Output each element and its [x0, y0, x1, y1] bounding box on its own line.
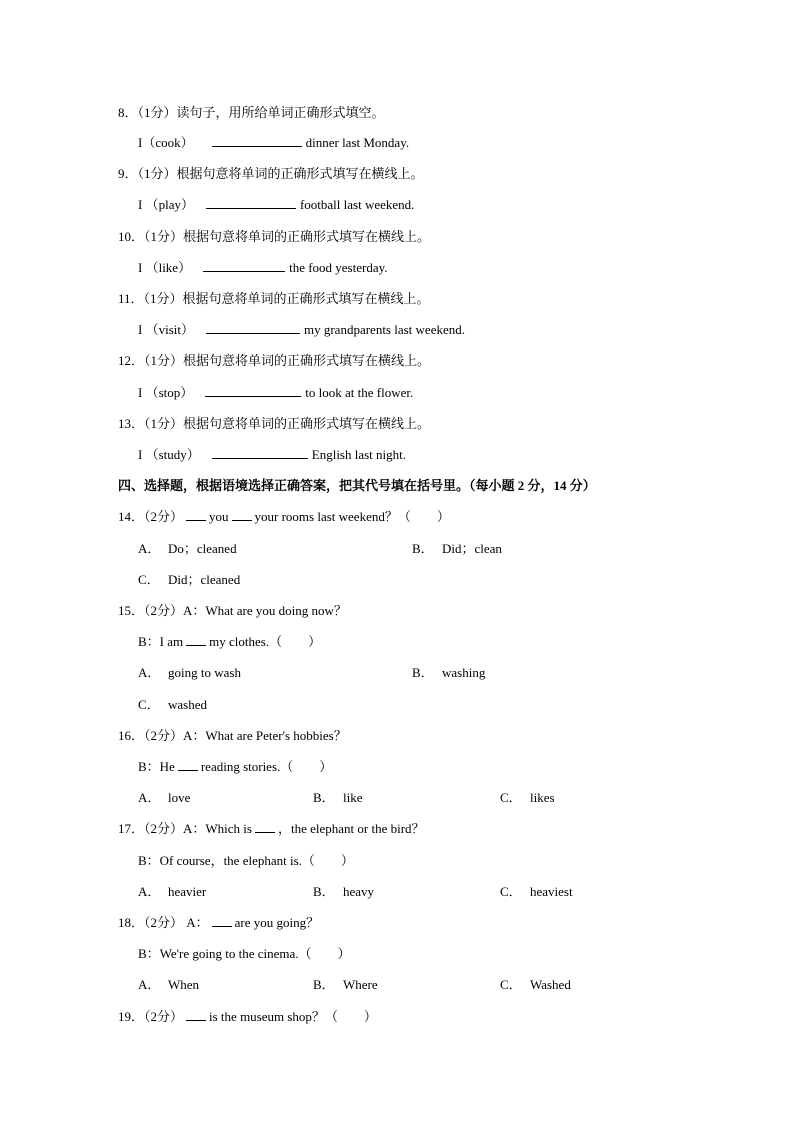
option-text: like	[343, 790, 363, 805]
question-11-heading: 11．（1分）根据句意将单词的正确形式填写在横线上。	[118, 291, 430, 306]
option-text: heaviest	[530, 884, 573, 899]
option-letter: A．	[138, 665, 161, 680]
question-13-sentence	[138, 447, 406, 463]
option-b[interactable]	[313, 790, 363, 806]
option-text: love	[168, 790, 191, 805]
answer-blank[interactable]	[232, 509, 252, 521]
question-text: 18．（2分） A：	[118, 915, 209, 930]
sentence-suffix: dinner last Monday.	[305, 135, 410, 150]
answer-blank[interactable]	[206, 197, 296, 209]
question-18-b: B：We're going to the cinema.（ ）	[138, 946, 351, 961]
option-text: Did；cleaned	[168, 572, 241, 587]
question-16: 16．（2分）A：What are Peter's hobbies？	[118, 728, 347, 743]
answer-blank[interactable]	[212, 447, 308, 459]
question-17-b: B：Of course，the elephant is.（ ）	[138, 853, 354, 868]
option-text: Did；clean	[442, 541, 502, 556]
answer-blank[interactable]	[178, 759, 198, 771]
question-9-sentence	[138, 197, 414, 213]
option-b[interactable]	[412, 665, 485, 681]
question-text: 17．（2分）A：Which is	[118, 821, 252, 836]
answer-blank[interactable]	[206, 322, 300, 334]
question-10-sentence	[138, 260, 388, 276]
option-c[interactable]	[138, 697, 207, 713]
question-14	[118, 509, 450, 525]
answer-blank[interactable]	[186, 509, 206, 521]
sentence-suffix: football last weekend.	[299, 197, 415, 212]
option-letter: C．	[500, 790, 522, 805]
question-text: B：He	[138, 759, 175, 774]
question-11-sentence	[138, 322, 465, 338]
question-15-b	[138, 634, 321, 650]
option-letter: B．	[412, 665, 434, 680]
question-10-heading: 10．（1分）根据句意将单词的正确形式填写在横线上。	[118, 229, 431, 244]
question-text: reading stories.（ ）	[200, 759, 333, 774]
question-prefix: 14．（2分）	[118, 509, 184, 524]
sentence-prefix: I （stop）	[138, 385, 194, 400]
option-b[interactable]	[313, 977, 378, 993]
question-text: your rooms last weekend？（ ）	[254, 509, 450, 524]
sentence-prefix: I （study）	[138, 447, 200, 462]
question-text: is the museum shop？（ ）	[209, 1009, 377, 1024]
option-c[interactable]	[500, 977, 571, 993]
option-c[interactable]	[500, 884, 573, 900]
option-letter: C．	[500, 884, 522, 899]
answer-blank[interactable]	[205, 385, 301, 397]
option-letter: B．	[313, 884, 335, 899]
question-12-sentence	[138, 385, 413, 401]
option-text: washing	[442, 665, 486, 680]
question-16-b	[138, 759, 332, 775]
option-letter: C．	[138, 697, 160, 712]
sentence-suffix: my grandparents last weekend.	[303, 322, 465, 337]
option-text: heavier	[168, 884, 207, 899]
option-c[interactable]	[500, 790, 555, 806]
answer-blank[interactable]	[212, 135, 302, 147]
question-19	[118, 1009, 377, 1025]
option-text: going to wash	[168, 665, 241, 680]
option-text: Washed	[530, 977, 571, 992]
question-9-heading: 9．（1分）根据句意将单词的正确形式填写在横线上。	[118, 166, 424, 181]
answer-blank[interactable]	[203, 260, 285, 272]
answer-blank[interactable]	[186, 634, 206, 646]
option-letter: B．	[313, 790, 335, 805]
sentence-suffix: to look at the flower.	[305, 385, 414, 400]
question-12-heading: 12．（1分）根据句意将单词的正确形式填写在横线上。	[118, 353, 431, 368]
option-b[interactable]	[313, 884, 374, 900]
option-b[interactable]	[412, 541, 502, 557]
question-18	[118, 915, 319, 931]
section-title: 四、选择题，根据语境选择正确答案，把其代号填在括号里。（每小题 2 分，14 分）	[118, 478, 596, 493]
sentence-suffix: the food yesterday.	[289, 260, 388, 275]
question-text: 19．（2分）	[118, 1009, 184, 1024]
question-text: are you going？	[234, 915, 320, 930]
option-c[interactable]	[138, 572, 240, 588]
sentence-prefix: I （play）	[138, 197, 194, 212]
question-text: you	[209, 509, 229, 524]
sentence-prefix: I （visit）	[138, 322, 194, 337]
option-text: heavy	[343, 884, 375, 899]
answer-blank[interactable]	[255, 821, 275, 833]
sentence-prefix: I（cook）	[138, 135, 194, 150]
option-letter: B．	[313, 977, 335, 992]
option-a[interactable]	[138, 884, 206, 900]
option-letter: A．	[138, 977, 161, 992]
option-letter: A．	[138, 884, 161, 899]
question-8-sentence	[138, 135, 409, 151]
option-text: washed	[168, 697, 207, 712]
option-letter: B．	[412, 541, 434, 556]
option-letter: C．	[138, 572, 160, 587]
option-a[interactable]	[138, 977, 199, 993]
question-text: ，the elephant or the bird？	[277, 821, 425, 836]
question-text: B：I am	[138, 634, 184, 649]
question-15: 15．（2分）A：What are you doing now？	[118, 603, 347, 618]
question-17	[118, 821, 425, 837]
question-13-heading: 13．（1分）根据句意将单词的正确形式填写在横线上。	[118, 416, 431, 431]
option-a[interactable]	[138, 665, 241, 681]
sentence-prefix: I （like）	[138, 260, 192, 275]
option-text: Where	[343, 977, 378, 992]
question-text: my clothes.（ ）	[209, 634, 322, 649]
option-text: When	[168, 977, 200, 992]
option-text: likes	[530, 790, 555, 805]
option-a[interactable]	[138, 790, 190, 806]
answer-blank[interactable]	[186, 1009, 206, 1021]
option-letter: A．	[138, 790, 161, 805]
option-letter: C．	[500, 977, 522, 992]
option-a[interactable]	[138, 541, 237, 557]
option-text: Do；cleaned	[168, 541, 237, 556]
answer-blank[interactable]	[212, 915, 232, 927]
option-letter: A．	[138, 541, 161, 556]
question-8-heading: 8．（1分）读句子，用所给单词正确形式填空。	[118, 105, 385, 120]
sentence-suffix: English last night.	[311, 447, 407, 462]
